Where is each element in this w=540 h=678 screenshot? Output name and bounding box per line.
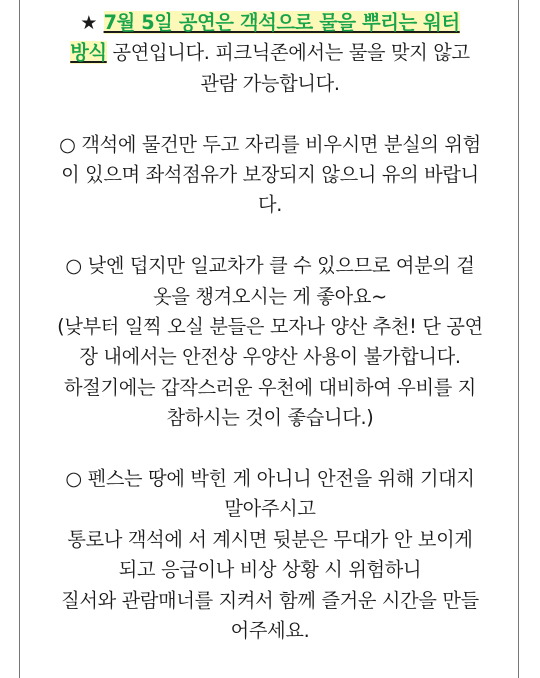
notice-line: 되고 응급이나 비상 상황 시 위험하니 (118, 558, 422, 582)
notice-text: 공연입니다. 피크닉존에서는 물을 맞지 않고 (106, 41, 470, 65)
notice-line: 참하시는 것이 좋습니다.) (166, 406, 374, 430)
fence-safety-notice (20, 464, 520, 646)
highlighted-text: 방식 (70, 41, 107, 65)
star-icon: ★ (80, 11, 104, 34)
notice-line (20, 8, 520, 38)
notice-line: 관람 가능합니다. (200, 71, 340, 95)
belongings-notice (20, 130, 520, 221)
notice-line: (낮부터 일찍 오실 분들은 모자나 양산 추천! 단 공연 (57, 315, 483, 339)
water-show-notice (20, 8, 520, 99)
notice-line: 통로나 객석에 서 계시면 뒷분은 무대가 안 보이게 (67, 527, 473, 551)
notice-line: ○ 펜스는 땅에 박힌 게 아니니 안전을 위해 기대지 (65, 467, 475, 491)
notice-line: ○ 객석에 물건만 두고 자리를 비우시면 분실의 위험 (59, 132, 481, 156)
notice-line: 이 있으며 좌석점유가 보장되지 않으니 유의 바랍니 (61, 163, 479, 187)
notice-line: ○ 낮엔 덥지만 일교차가 클 수 있으므로 여분의 겉 (65, 254, 475, 278)
notice-line: 말아주시고 (224, 497, 316, 521)
notice-line: 옷을 챙겨오시는 게 좋아요~ (153, 284, 387, 308)
notice-line: 하절기에는 갑작스러운 우천에 대비하여 우비를 지 (64, 375, 476, 399)
notice-line: 어주세요. (230, 619, 310, 643)
notice-line: 질서와 관람매너를 지켜서 함께 즐거운 시간을 만들 (61, 588, 479, 612)
notice-line (20, 38, 520, 68)
notice-line: 장 내에서는 안전상 우양산 사용이 불가합니다. (79, 345, 461, 369)
highlighted-text: 7월 5일 공연은 객석으로 물을 뿌리는 워터 (103, 11, 460, 34)
notice-content (20, 8, 520, 646)
weather-notice (20, 251, 520, 433)
notice-line: 다. (257, 193, 283, 217)
